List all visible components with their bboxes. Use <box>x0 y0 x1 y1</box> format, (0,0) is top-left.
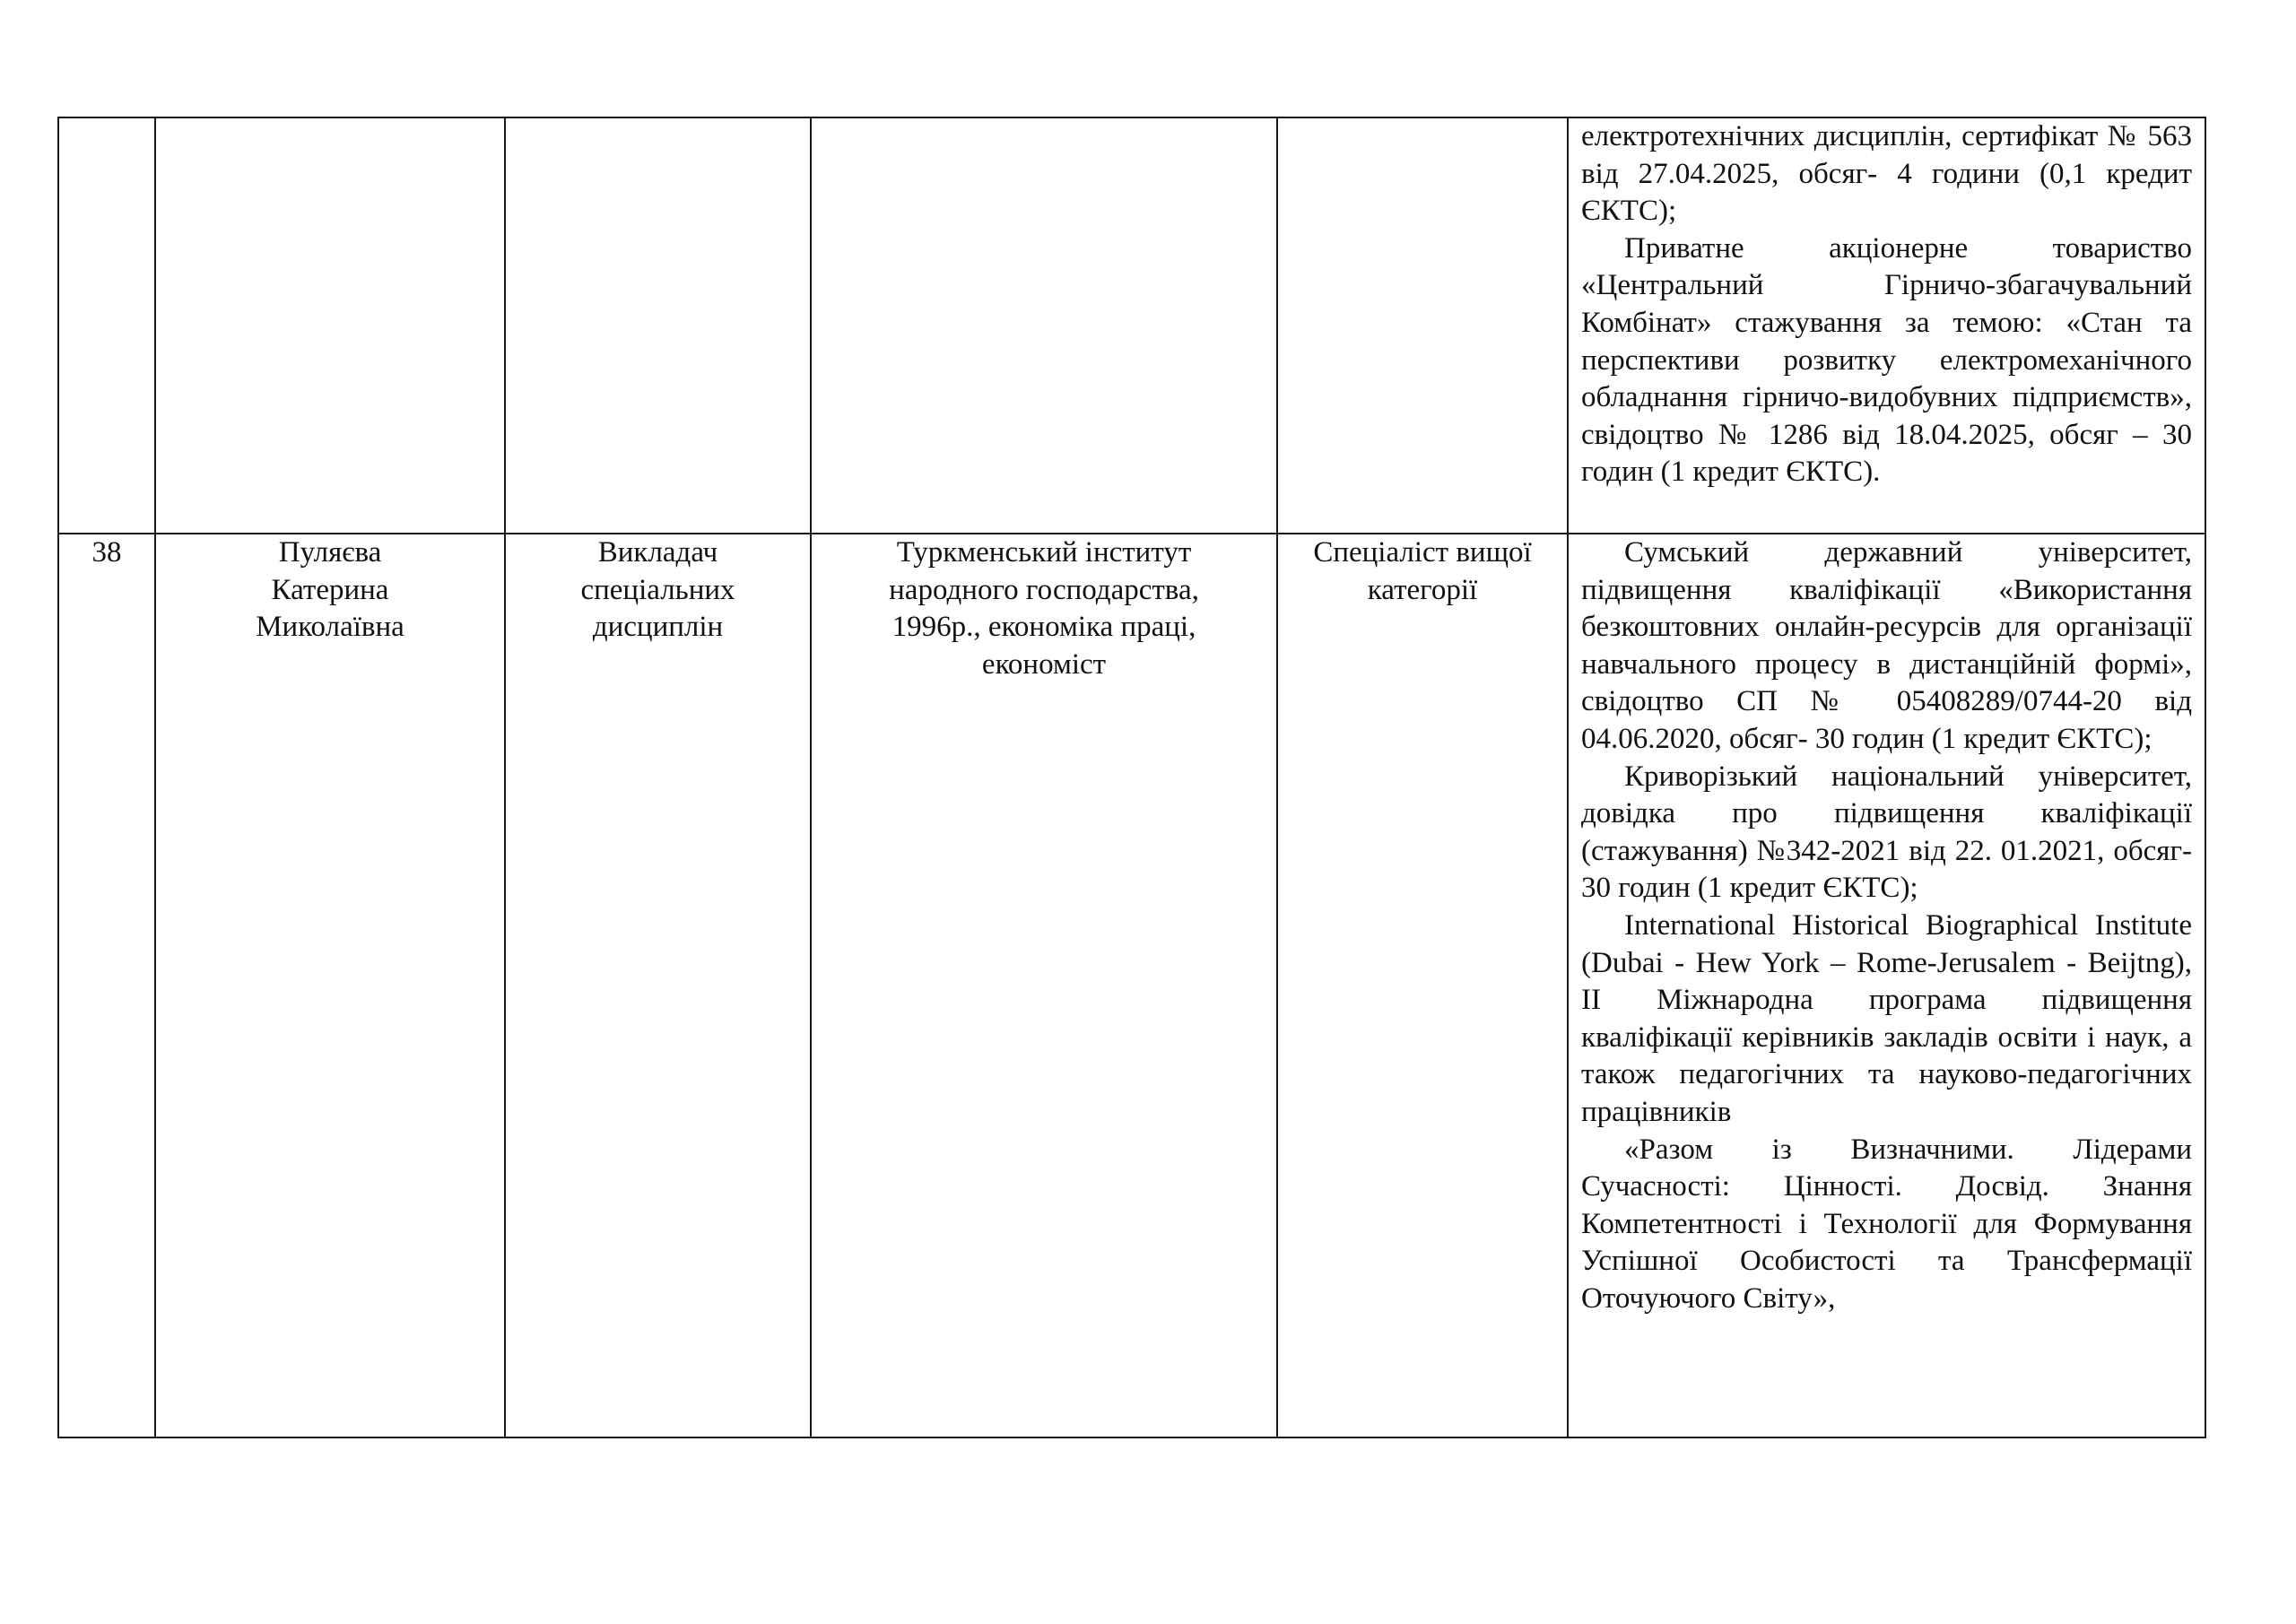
position-cell <box>505 117 811 534</box>
position-cell <box>505 534 811 1437</box>
education-line: Туркменський інститут <box>896 536 1192 569</box>
position-line: Викладач <box>597 536 718 569</box>
first-name: Катерина <box>271 573 389 606</box>
qualification-cell <box>1568 117 2205 534</box>
position-line: спеціальних <box>580 573 735 606</box>
qualification-paragraph: Приватне акціонерне товариство «Центральний Гірничо-збагачувальний Комбінат» стажування за темою: «Стан та перспективи розвитку електромеханічного обладнання гірничо-видобувних підприємств», свідоцтво № 1286 від 18.04.2025, обсяг – 30 годин (1 кредит ЄКТС). <box>1581 231 2192 489</box>
table-row <box>58 534 2205 1437</box>
category-cell <box>1277 534 1568 1437</box>
table-row <box>58 117 2205 534</box>
qualification-paragraph: «Разом із Визначними. Лідерами Сучасності: Цінності. Досвід. Знання Компетентності і Технології для Формування Успішної Особистості та Трансфермації Оточуючого Світу», <box>1581 1133 2192 1315</box>
education-cell <box>811 117 1277 534</box>
position-line: дисциплін <box>592 611 724 644</box>
full-name-cell <box>155 534 505 1437</box>
education-line: економіст <box>981 647 1107 681</box>
category-line: категорії <box>1367 573 1478 606</box>
education-cell <box>811 534 1277 1437</box>
surname: Пуляєва <box>278 536 382 569</box>
full-name-cell <box>155 117 505 534</box>
education-line: 1996р., економіка праці, <box>891 611 1196 644</box>
patronymic: Миколаївна <box>256 611 404 644</box>
staff-qualification-table <box>57 117 2206 1438</box>
row-number-cell: 38 <box>58 534 155 1437</box>
qualification-cell <box>1568 534 2205 1437</box>
row-number-cell <box>58 117 155 534</box>
category-cell <box>1277 117 1568 534</box>
qualification-paragraph: Криворізький національний університет, довідка про підвищення кваліфікації (стажування) №342-2021 від 22. 01.2021, обсяг- 30 годин (1 кредит ЄКТС); <box>1581 760 2192 905</box>
category-line: Спеціаліст вищої <box>1313 536 1532 569</box>
qualification-paragraph: Сумський державний університет, підвищення кваліфікації «Використання безкоштовних онлайн-ресурсів для організації навчального процесу в дистанційній формі», свідоцтво СП № 05408289/0744-20 від 04.06.2020, обсяг- 30 годин (1 кредит ЄКТС); <box>1581 536 2192 755</box>
education-line: народного господарства, <box>889 573 1199 606</box>
qualification-paragraph: International Historical Biographical Institute (Dubai - Hew York – Rome-Jerusalem - Beijtng), II Міжнародна програма підвищення кваліфікації керівників закладів освіти і наук, а також педагогічних та науково-педагогічних працівників <box>1581 908 2192 1128</box>
qualification-paragraph: електротехнічних дисциплін, сертифікат № 563 від 27.04.2025, обсяг- 4 години (0,1 кредит ЄКТС); <box>1581 120 2192 228</box>
